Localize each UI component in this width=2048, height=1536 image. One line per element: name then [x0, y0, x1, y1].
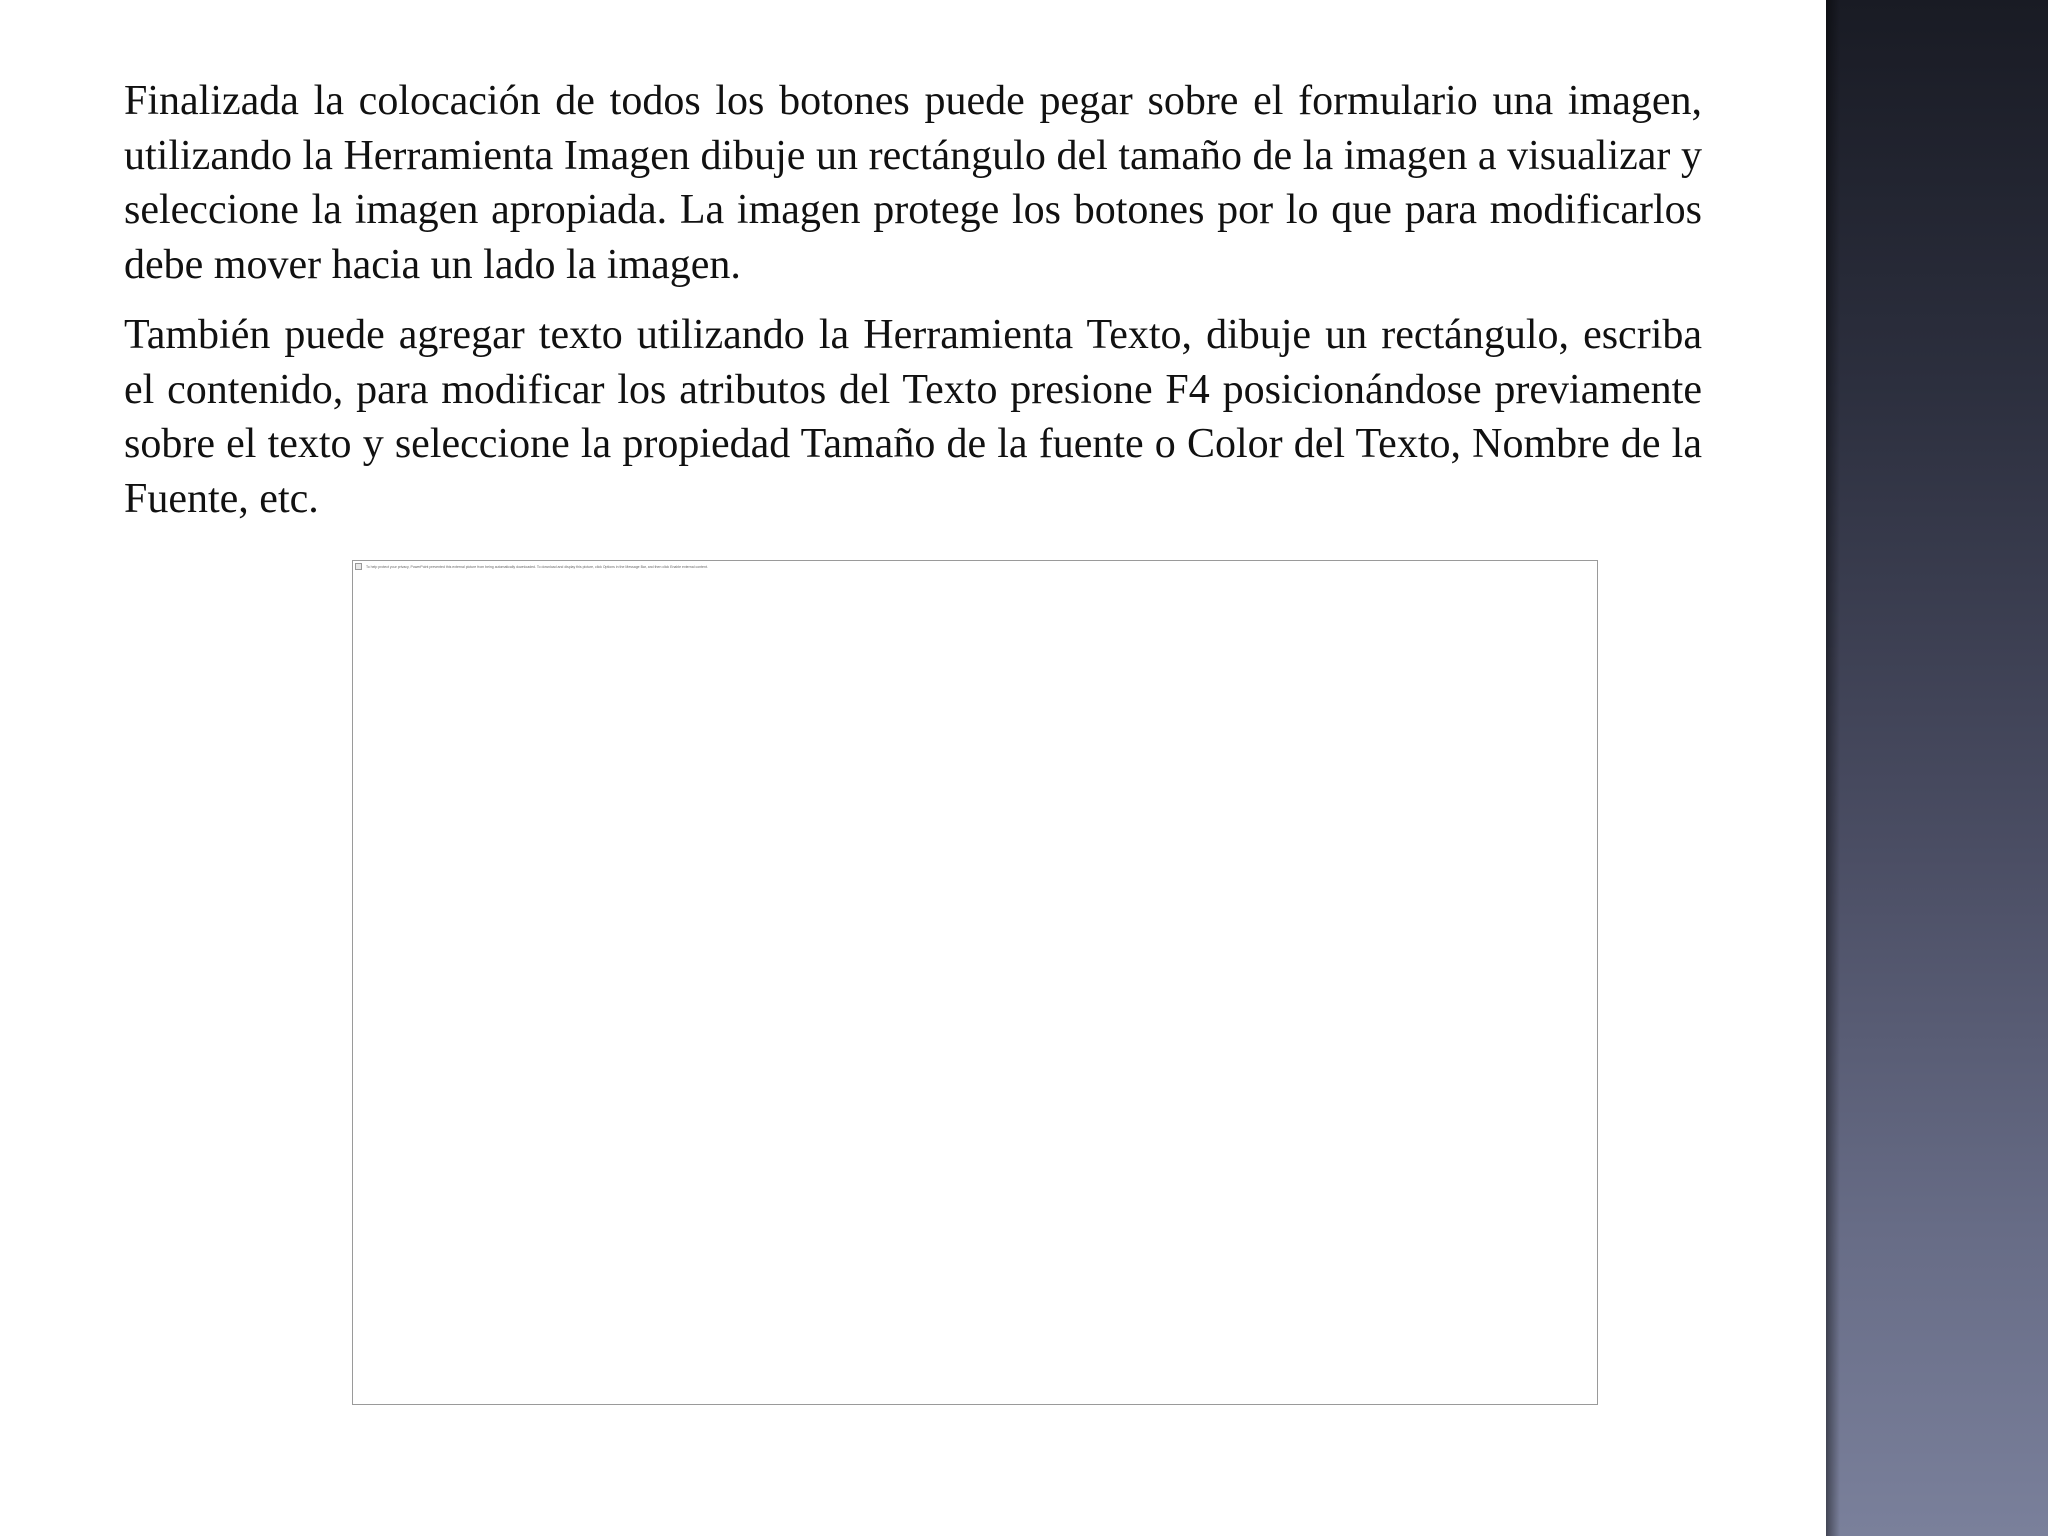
- blocked-image-notice: [355, 563, 708, 570]
- side-band-shadow: [1826, 0, 1840, 1536]
- broken-image-icon: [355, 563, 362, 570]
- slide-text-body: [124, 74, 1702, 542]
- paragraph-image-tool: Finalizada la colocación de todos los botones puede pegar sobre el formulario una imagen, utilizando la Herramienta Imagen dibuje un rectángulo del tamaño de la imagen a visualizar y seleccione la imagen apropiada. La imagen protege los botones por lo que para modificarlos debe mover hacia un lado la imagen.: [124, 78, 1702, 288]
- decorative-side-band: [1826, 0, 2048, 1536]
- paragraph-text-tool: También puede agregar texto utilizando la Herramienta Texto, dibuje un rectángulo, escriba el contenido, para modificar los atributos del Texto presione F4 posicionándose previamente sobre el texto y seleccione la propiedad Tamaño de la fuente o Color del Texto, Nombre de la Fuente, etc.: [124, 312, 1702, 522]
- blocked-image-notice-text: To help protect your privacy, PowerPoint prevented this external picture from being automatically downloaded. To download and display this picture, click Options in the Message Bar, and then click Enable external content.: [366, 564, 708, 569]
- blocked-image-placeholder: [352, 560, 1598, 1405]
